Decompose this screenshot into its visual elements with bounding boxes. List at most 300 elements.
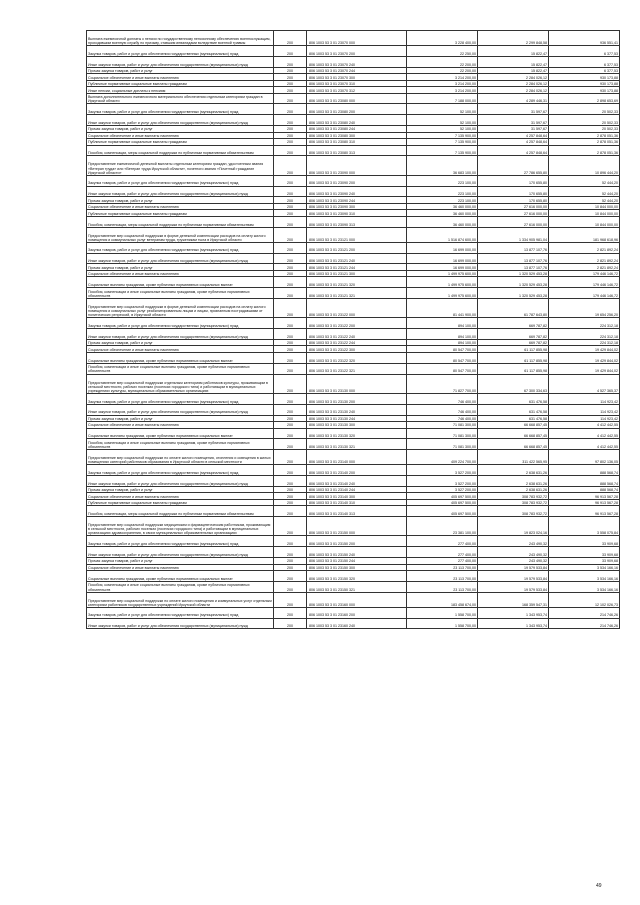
row-rest-cell: 4 412 442,55 (549, 428, 620, 439)
row-rest-cell: 10 844 000,00 (549, 210, 620, 217)
row-plan-cell: 23 113 700,00 (407, 581, 478, 592)
row-exec-cell: 243 490,32 (478, 536, 549, 547)
budget-table-page (86, 30, 618, 629)
row-code-cell: 200 (274, 428, 307, 439)
table-row (87, 175, 620, 186)
table-row (87, 618, 620, 629)
table-row (87, 31, 620, 46)
row-name-cell: Иные закупки товаров, работ и услуг для обеспечения государственных (муниципальных) нужд (87, 547, 274, 558)
row-rest-cell: 214 746,26 (549, 618, 620, 629)
row-kbk-cell: 806 1003 53 3 01 23070 300 (307, 74, 407, 81)
row-exec-cell: 19 579 533,84 (478, 581, 549, 592)
row-kbk-cell: 806 1003 53 3 01 23160 000 (307, 592, 407, 607)
row-exec-cell: 669 787,82 (478, 329, 549, 340)
row-kbk-cell: 806 1003 53 3 01 23080 200 (307, 104, 407, 115)
table-row (87, 216, 620, 227)
row-name-cell: Закупка товаров, работ и услуг для обеспечения государственных (муниципальных) нужд (87, 465, 274, 476)
row-exec-cell: 61 117 855,98 (478, 363, 549, 374)
row-exec-cell: 27 616 000,00 (478, 203, 549, 210)
row-exec-cell: 13 877 107,76 (478, 253, 549, 264)
row-plan-cell: 223 100,00 (407, 197, 478, 204)
row-rest-cell: 6 377,53 (549, 46, 620, 57)
row-name-cell: Иные закупки товаров, работ и услуг для обеспечения государственных (муниципальных) нужд (87, 329, 274, 340)
table-row (87, 132, 620, 139)
row-plan-cell: 223 100,00 (407, 186, 478, 197)
row-name-cell: Социальное обеспечение и иные выплаты населению (87, 564, 274, 571)
row-kbk-cell: 806 1003 53 3 01 23140 300 (307, 493, 407, 500)
row-code-cell: 200 (274, 547, 307, 558)
row-name-cell: Предоставление мер социальной поддержки в форме денежной компенсации расходов на оплату жилого помещения и коммунальных услуг реабилитированным лицам и лицам, признанным пострадавшими от политических репрессий, в Иркутской области (87, 298, 274, 317)
row-kbk-cell: 806 1003 53 3 01 23140 240 (307, 475, 407, 486)
row-plan-cell: 277 400,00 (407, 547, 478, 558)
row-code-cell: 200 (274, 139, 307, 146)
row-code-cell: 200 (274, 404, 307, 415)
table-row (87, 329, 620, 340)
table-row (87, 374, 620, 393)
row-rest-cell: 2 878 051,36 (549, 132, 620, 139)
row-name-cell: Социальное обеспечение и иные выплаты населению (87, 346, 274, 353)
row-rest-cell: 52 444,20 (549, 197, 620, 204)
row-kbk-cell: 806 1003 53 3 01 23090 310 (307, 210, 407, 217)
row-plan-cell: 1 499 975 600,00 (407, 288, 478, 299)
row-name-cell: Социальное обеспечение и иные выплаты населению (87, 422, 274, 429)
row-kbk-cell: 806 1003 53 3 01 23140 313 (307, 506, 407, 517)
row-exec-cell: 15 822,47 (478, 46, 549, 57)
row-rest-cell: 52 444,20 (549, 175, 620, 186)
row-kbk-cell: 806 1003 53 3 01 23160 240 (307, 618, 407, 629)
table-row (87, 93, 620, 104)
row-rest-cell: 936 551,41 (549, 31, 620, 46)
row-kbk-cell: 806 1003 53 3 01 23080 240 (307, 115, 407, 126)
row-plan-cell: 894 100,00 (407, 318, 478, 329)
row-code-cell: 200 (274, 288, 307, 299)
row-exec-cell: 15 822,47 (478, 67, 549, 74)
row-kbk-cell: 806 1003 53 3 01 23140 200 (307, 465, 407, 476)
row-name-cell: Социальные выплаты гражданам, кроме публичных нормативных социальных выплат (87, 571, 274, 582)
row-code-cell: 200 (274, 564, 307, 571)
row-plan-cell: 80 547 700,00 (407, 346, 478, 353)
row-rest-cell: 888 568,74 (549, 486, 620, 493)
row-code-cell: 200 (274, 499, 307, 506)
row-code-cell: 200 (274, 93, 307, 104)
table-row (87, 499, 620, 506)
row-code-cell: 200 (274, 132, 307, 139)
row-kbk-cell: 806 1003 53 3 01 23150 320 (307, 571, 407, 582)
row-plan-cell: 7 135 900,00 (407, 132, 478, 139)
row-plan-cell: 36 460 000,00 (407, 216, 478, 227)
row-kbk-cell: 806 1003 53 3 01 23121 320 (307, 277, 407, 288)
row-code-cell: 200 (274, 415, 307, 422)
row-exec-cell: 4 257 848,64 (478, 145, 549, 156)
row-exec-cell: 631 476,58 (478, 393, 549, 404)
row-rest-cell: 179 446 146,72 (549, 277, 620, 288)
row-rest-cell: 4 527 365,37 (549, 374, 620, 393)
row-name-cell: Социальное обеспечение и иные выплаты населению (87, 132, 274, 139)
row-exec-cell: 4 257 848,64 (478, 139, 549, 146)
row-kbk-cell: 806 1003 53 3 01 23122 000 (307, 298, 407, 317)
row-code-cell: 200 (274, 253, 307, 264)
row-name-cell: Прочая закупка товаров, работ и услуг (87, 486, 274, 493)
table-row (87, 536, 620, 547)
row-rest-cell: 179 446 146,72 (549, 288, 620, 299)
row-kbk-cell: 806 1003 53 3 01 23121 000 (307, 227, 407, 242)
row-name-cell: Пособия, компенсации, меры социальной поддержки по публичным нормативным обязательствам (87, 506, 274, 517)
table-row (87, 145, 620, 156)
row-kbk-cell: 806 1003 53 3 01 23090 313 (307, 216, 407, 227)
row-rest-cell: 19 429 844,02 (549, 363, 620, 374)
row-plan-cell: 22 200,00 (407, 56, 478, 67)
table-row (87, 517, 620, 536)
row-rest-cell: 114 923,42 (549, 404, 620, 415)
row-exec-cell: 1 320 529 453,28 (478, 277, 549, 288)
row-rest-cell: 52 444,20 (549, 186, 620, 197)
row-name-cell: Прочая закупка товаров, работ и услуг (87, 126, 274, 133)
row-exec-cell: 67 300 334,63 (478, 374, 549, 393)
row-plan-cell: 1 516 874 600,00 (407, 227, 478, 242)
row-kbk-cell: 806 1003 53 3 01 23080 310 (307, 139, 407, 146)
row-name-cell: Прочая закупка товаров, работ и услуг (87, 67, 274, 74)
row-plan-cell: 52 100,00 (407, 126, 478, 133)
row-kbk-cell: 806 1003 53 3 01 23070 240 (307, 56, 407, 67)
row-kbk-cell: 806 1003 53 3 01 23160 200 (307, 607, 407, 618)
row-exec-cell: 1 334 905 981,04 (478, 227, 549, 242)
row-rest-cell: 20 502,33 (549, 126, 620, 133)
row-exec-cell: 27 616 000,00 (478, 216, 549, 227)
row-exec-cell: 2 284 026,12 (478, 74, 549, 81)
table-row (87, 115, 620, 126)
row-exec-cell: 1 343 953,74 (478, 618, 549, 629)
row-name-cell: Иные закупки товаров, работ и услуг для обеспечения государственных (муниципальных) нужд (87, 475, 274, 486)
row-kbk-cell: 806 1003 53 3 01 23080 313 (307, 145, 407, 156)
table-row (87, 422, 620, 429)
row-name-cell: Выплата ежемесячной доплаты к пенсии по государственному пенсионному обеспечению военнослужащим, проходившим военную службу по призыву, ставшим инвалидами вследствие военной травмы (87, 31, 274, 46)
row-plan-cell: 409 224 700,00 (407, 450, 478, 465)
row-exec-cell: 66 668 857,45 (478, 439, 549, 450)
row-exec-cell: 13 877 107,76 (478, 264, 549, 271)
row-code-cell: 200 (274, 339, 307, 346)
row-kbk-cell: 806 1003 53 3 01 23130 244 (307, 415, 407, 422)
row-plan-cell: 1 499 975 600,00 (407, 277, 478, 288)
row-name-cell: Иные закупки товаров, работ и услуг для обеспечения государственных (муниципальных) нужд (87, 186, 274, 197)
row-exec-cell: 2 299 848,58 (478, 31, 549, 46)
row-kbk-cell: 806 1003 53 3 01 23140 244 (307, 486, 407, 493)
row-rest-cell: 96 913 567,28 (549, 493, 620, 500)
row-code-cell: 200 (274, 475, 307, 486)
row-name-cell: Иные закупки товаров, работ и услуг для обеспечения государственных (муниципальных) нужд (87, 115, 274, 126)
row-exec-cell: 15 822,47 (478, 56, 549, 67)
row-exec-cell: 2 638 631,26 (478, 475, 549, 486)
row-kbk-cell: 806 1003 53 3 01 23090 300 (307, 203, 407, 210)
row-plan-cell: 223 100,00 (407, 175, 478, 186)
row-exec-cell: 1 320 529 453,28 (478, 270, 549, 277)
row-plan-cell: 16 699 000,00 (407, 253, 478, 264)
row-code-cell: 200 (274, 197, 307, 204)
table-row (87, 80, 620, 87)
row-kbk-cell: 806 1003 53 3 01 23121 244 (307, 264, 407, 271)
row-plan-cell: 81 441 900,00 (407, 298, 478, 317)
row-code-cell: 200 (274, 87, 307, 94)
row-code-cell: 200 (274, 352, 307, 363)
row-exec-cell: 631 476,58 (478, 404, 549, 415)
row-rest-cell: 3 534 166,16 (549, 581, 620, 592)
row-code-cell: 200 (274, 318, 307, 329)
row-name-cell: Социальное обеспечение и иные выплаты населению (87, 270, 274, 277)
row-plan-cell: 746 400,00 (407, 393, 478, 404)
row-exec-cell: 19 579 533,84 (478, 571, 549, 582)
row-name-cell: Публичные нормативные социальные выплаты гражданам (87, 80, 274, 87)
table-row (87, 439, 620, 450)
row-plan-cell: 894 100,00 (407, 339, 478, 346)
row-kbk-cell: 806 1003 53 3 01 23130 300 (307, 422, 407, 429)
row-plan-cell: 3 214 200,00 (407, 87, 478, 94)
row-name-cell: Пособия, компенсации и иные социальные выплаты гражданам, кроме публичных нормативных обязательств (87, 288, 274, 299)
row-name-cell: Прочая закупка товаров, работ и услуг (87, 339, 274, 346)
row-code-cell: 200 (274, 346, 307, 353)
row-name-cell: Иные закупки товаров, работ и услуг для обеспечения государственных (муниципальных) нужд (87, 56, 274, 67)
row-plan-cell: 23 113 700,00 (407, 571, 478, 582)
row-plan-cell: 405 697 500,00 (407, 499, 478, 506)
row-kbk-cell: 806 1003 53 3 01 23140 310 (307, 499, 407, 506)
row-exec-cell: 31 597,67 (478, 126, 549, 133)
row-rest-cell: 6 377,53 (549, 67, 620, 74)
row-name-cell: Закупка товаров, работ и услуг для обеспечения государственных (муниципальных) нужд (87, 318, 274, 329)
row-exec-cell: 1 343 953,74 (478, 607, 549, 618)
row-rest-cell: 10 844 000,00 (549, 216, 620, 227)
row-kbk-cell: 806 1003 53 3 01 23121 321 (307, 288, 407, 299)
row-code-cell: 200 (274, 607, 307, 618)
row-kbk-cell: 806 1003 53 3 01 23130 321 (307, 439, 407, 450)
table-row (87, 547, 620, 558)
row-plan-cell: 746 400,00 (407, 415, 478, 422)
row-rest-cell: 214 746,26 (549, 607, 620, 618)
row-code-cell: 200 (274, 592, 307, 607)
row-exec-cell: 4 257 848,64 (478, 132, 549, 139)
table-row (87, 465, 620, 476)
table-row (87, 404, 620, 415)
table-row (87, 352, 620, 363)
table-row (87, 203, 620, 210)
row-name-cell: Пособия, компенсации и иные социальные выплаты гражданам, кроме публичных нормативных обязательств (87, 581, 274, 592)
row-exec-cell: 66 668 857,45 (478, 422, 549, 429)
row-exec-cell: 27 616 000,00 (478, 210, 549, 217)
row-name-cell: Публичные нормативные социальные выплаты гражданам (87, 499, 274, 506)
row-plan-cell: 16 699 000,00 (407, 242, 478, 253)
row-code-cell: 200 (274, 571, 307, 582)
row-name-cell: Публичные нормативные социальные выплаты гражданам (87, 139, 274, 146)
row-exec-cell: 61 117 855,98 (478, 346, 549, 353)
row-exec-cell: 2 638 631,26 (478, 465, 549, 476)
row-plan-cell: 52 100,00 (407, 104, 478, 115)
row-exec-cell: 4 289 446,31 (478, 93, 549, 104)
row-name-cell: Социальное обеспечение и иные выплаты населению (87, 203, 274, 210)
row-name-cell: Социальные выплаты гражданам, кроме публичных нормативных социальных выплат (87, 352, 274, 363)
row-name-cell: Пособия, компенсации, меры социальной поддержки по публичным нормативным обязательствам (87, 216, 274, 227)
row-plan-cell: 1 558 700,00 (407, 618, 478, 629)
table-row (87, 475, 620, 486)
row-name-cell: Публичные нормативные социальные выплаты гражданам (87, 210, 274, 217)
row-exec-cell: 1 320 529 453,28 (478, 288, 549, 299)
table-row (87, 506, 620, 517)
row-rest-cell: 33 909,68 (549, 547, 620, 558)
row-name-cell: Закупка товаров, работ и услуг для обеспечения государственных (муниципальных) нужд (87, 607, 274, 618)
table-body (87, 31, 620, 629)
row-code-cell: 200 (274, 126, 307, 133)
row-rest-cell: 2 898 653,69 (549, 93, 620, 104)
row-exec-cell: 170 655,80 (478, 175, 549, 186)
row-name-cell: Предоставление ежемесячной денежной выплаты отдельным категориям граждан, удостоенным звания «Ветеран труда» или «Ветеран труда Иркутской области», почетного звания «Почетный гражданин Иркутской области» (87, 156, 274, 175)
table-row (87, 253, 620, 264)
row-exec-cell: 27 786 655,80 (478, 156, 549, 175)
row-kbk-cell: 806 1003 53 3 01 23140 000 (307, 450, 407, 465)
row-kbk-cell: 806 1003 53 3 01 23122 320 (307, 352, 407, 363)
row-code-cell: 200 (274, 506, 307, 517)
row-exec-cell: 308 783 932,72 (478, 506, 549, 517)
table-row (87, 277, 620, 288)
row-plan-cell: 277 400,00 (407, 536, 478, 547)
row-rest-cell: 114 923,42 (549, 393, 620, 404)
row-kbk-cell: 806 1003 53 3 01 23121 200 (307, 242, 407, 253)
row-code-cell: 200 (274, 618, 307, 629)
row-rest-cell: 97 802 136,05 (549, 450, 620, 465)
row-rest-cell: 19 654 256,20 (549, 298, 620, 317)
row-rest-cell: 3 534 166,16 (549, 571, 620, 582)
table-row (87, 318, 620, 329)
row-code-cell: 200 (274, 227, 307, 242)
row-exec-cell: 631 476,58 (478, 415, 549, 422)
row-code-cell: 200 (274, 439, 307, 450)
row-name-cell: Социальное обеспечение и иные выплаты населению (87, 493, 274, 500)
table-row (87, 450, 620, 465)
row-kbk-cell: 806 1003 53 3 01 23150 321 (307, 581, 407, 592)
row-rest-cell: 19 429 844,02 (549, 346, 620, 353)
row-code-cell: 200 (274, 115, 307, 126)
row-plan-cell: 3 527 200,00 (407, 486, 478, 493)
row-name-cell: Иные закупки товаров, работ и услуг для обеспечения государственных (муниципальных) нужд (87, 618, 274, 629)
row-rest-cell: 224 312,18 (549, 329, 620, 340)
row-plan-cell: 405 697 500,00 (407, 493, 478, 500)
row-plan-cell: 80 547 700,00 (407, 352, 478, 363)
row-rest-cell: 33 909,68 (549, 536, 620, 547)
row-code-cell: 200 (274, 31, 307, 46)
row-plan-cell: 7 135 900,00 (407, 145, 478, 156)
row-exec-cell: 243 490,32 (478, 558, 549, 565)
row-rest-cell: 930 173,88 (549, 87, 620, 94)
row-code-cell: 200 (274, 145, 307, 156)
row-plan-cell: 3 527 200,00 (407, 465, 478, 476)
row-rest-cell: 20 502,33 (549, 115, 620, 126)
table-row (87, 139, 620, 146)
row-rest-cell: 20 502,33 (549, 104, 620, 115)
row-kbk-cell: 806 1003 53 3 01 23070 312 (307, 87, 407, 94)
row-name-cell: Пособия, компенсации и иные социальные выплаты гражданам, кроме публичных нормативных обязательств (87, 439, 274, 450)
row-rest-cell: 4 412 442,55 (549, 422, 620, 429)
row-kbk-cell: 806 1003 53 3 01 23150 200 (307, 536, 407, 547)
row-plan-cell: 7 135 900,00 (407, 139, 478, 146)
row-plan-cell: 3 228 400,00 (407, 31, 478, 46)
row-name-cell: Закупка товаров, работ и услуг для обеспечения государственных (муниципальных) нужд (87, 536, 274, 547)
row-exec-cell: 19 579 533,84 (478, 564, 549, 571)
row-code-cell: 200 (274, 450, 307, 465)
row-rest-cell: 181 968 618,96 (549, 227, 620, 242)
row-code-cell: 200 (274, 393, 307, 404)
row-rest-cell: 2 821 892,24 (549, 264, 620, 271)
row-exec-cell: 2 638 631,26 (478, 486, 549, 493)
table-row (87, 288, 620, 299)
table-row (87, 363, 620, 374)
row-code-cell: 200 (274, 374, 307, 393)
table-row (87, 346, 620, 353)
row-code-cell: 200 (274, 558, 307, 565)
row-plan-cell: 23 381 100,00 (407, 517, 478, 536)
row-kbk-cell: 806 1003 53 3 01 23090 000 (307, 156, 407, 175)
table-row (87, 242, 620, 253)
row-plan-cell: 71 827 700,00 (407, 374, 478, 393)
row-code-cell: 200 (274, 277, 307, 288)
row-kbk-cell: 806 1003 53 3 01 23130 200 (307, 393, 407, 404)
row-name-cell: Закупка товаров, работ и услуг для обеспечения государственных (муниципальных) нужд (87, 46, 274, 57)
row-code-cell: 200 (274, 186, 307, 197)
row-kbk-cell: 806 1003 53 3 01 23130 000 (307, 374, 407, 393)
row-rest-cell: 4 412 442,55 (549, 439, 620, 450)
table-row (87, 74, 620, 81)
row-kbk-cell: 806 1003 53 3 01 23070 244 (307, 67, 407, 74)
row-exec-cell: 170 655,80 (478, 197, 549, 204)
table-row (87, 493, 620, 500)
row-kbk-cell: 806 1003 53 3 01 23130 320 (307, 428, 407, 439)
row-plan-cell: 7 188 000,00 (407, 93, 478, 104)
row-code-cell: 200 (274, 210, 307, 217)
table-row (87, 581, 620, 592)
table-row (87, 592, 620, 607)
row-plan-cell: 80 547 700,00 (407, 363, 478, 374)
row-kbk-cell: 806 1003 53 3 01 23090 200 (307, 175, 407, 186)
table-row (87, 428, 620, 439)
table-row (87, 186, 620, 197)
table-row (87, 46, 620, 57)
row-rest-cell: 6 377,53 (549, 56, 620, 67)
row-code-cell: 200 (274, 242, 307, 253)
row-plan-cell: 3 214 200,00 (407, 74, 478, 81)
table-row (87, 156, 620, 175)
row-name-cell: Иные пенсии, социальные доплаты к пенсиям (87, 87, 274, 94)
row-kbk-cell: 806 1003 53 3 01 23150 244 (307, 558, 407, 565)
row-code-cell: 200 (274, 536, 307, 547)
row-rest-cell: 2 821 892,24 (549, 242, 620, 253)
row-exec-cell: 61 117 855,98 (478, 352, 549, 363)
row-name-cell: Предоставление мер социальной поддержки по оплате жилого помещения, отопления и освещения в жилых помещениях категорий работников образования в Иркутской области в сельской местности (87, 450, 274, 465)
row-plan-cell: 22 200,00 (407, 67, 478, 74)
row-kbk-cell: 806 1003 53 3 01 23121 240 (307, 253, 407, 264)
row-rest-cell: 179 446 146,72 (549, 270, 620, 277)
row-name-cell: Социальное обеспечение и иные выплаты населению (87, 74, 274, 81)
row-kbk-cell: 806 1003 53 3 01 23130 240 (307, 404, 407, 415)
row-plan-cell: 405 697 500,00 (407, 506, 478, 517)
row-name-cell: Прочая закупка товаров, работ и услуг (87, 558, 274, 565)
row-code-cell: 200 (274, 270, 307, 277)
row-kbk-cell: 806 1003 53 3 01 23150 000 (307, 517, 407, 536)
row-plan-cell: 894 100,00 (407, 329, 478, 340)
row-code-cell: 200 (274, 422, 307, 429)
row-rest-cell: 930 173,88 (549, 80, 620, 87)
row-name-cell: Закупка товаров, работ и услуг для обеспечения государственных (муниципальных) нужд (87, 175, 274, 186)
row-rest-cell: 2 878 051,36 (549, 139, 620, 146)
row-exec-cell: 13 877 107,76 (478, 242, 549, 253)
row-plan-cell: 71 081 300,00 (407, 439, 478, 450)
row-name-cell: Социальные выплаты гражданам, кроме публичных нормативных социальных выплат (87, 277, 274, 288)
row-kbk-cell: 806 1003 53 3 01 23150 300 (307, 564, 407, 571)
row-plan-cell: 71 081 300,00 (407, 428, 478, 439)
row-code-cell: 200 (274, 156, 307, 175)
